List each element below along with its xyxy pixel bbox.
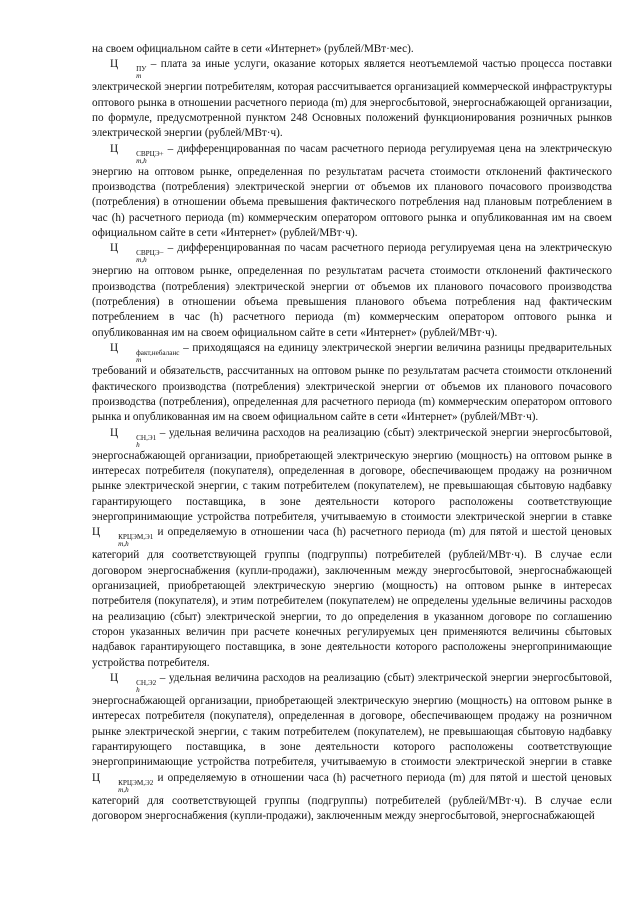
paragraph-text: на своем официальном сайте в сети «Интернет» (рублей/МВт·мес).: [92, 43, 414, 55]
paragraph-text: – плата за иные услуги, оказание которых является неотъемлемой частью процесса поставки электрической энергии потребителям, которая рассчитывается организацией коммерческой инфраструктуры оптового рынка в отношении расчетного периода (m) для энергосбытовой, энергоснабжающей организации, по формуле, предусмотренной пунктом 248 Основных положений функционирования розничных рынков электрической энергии (рублей/МВт·ч).: [92, 58, 612, 140]
paragraph-2: [92, 142, 612, 242]
inline-formula-symbol: Ц КРЦЭМ,Э1 m,h: [92, 526, 154, 549]
formula-symbol: Ц факт,небаланс m: [110, 342, 180, 365]
paragraph-6: [92, 671, 612, 824]
paragraph-text: – дифференцированная по часам расчетного периода регулируемая цена на электрическую энергию на оптовом рынке, определенная по результатам расчета стоимости отклонений фактического производства (потребления) электрической энергии от объемов их планового почасового производства (потребления) в отношении объема превышения планового объема потребления над фактическим потреблением в час (h) расчетного периода (m) коммерческим оператором оптового рынка и опубликованная им на своем официальном сайте в сети «Интернет» (рублей/МВт·ч).: [92, 242, 612, 339]
formula-symbol: Ц СВРЦЭ− m,h: [110, 242, 164, 265]
formula-symbol: Ц СН,Э1 h: [110, 426, 157, 449]
paragraph-text: и определяемую в отношении часа (h) расчетного периода (m) для пятой и шестой ценовых категорий для соответствующей группы (подгруппы) потребителей (рублей/МВт·ч). В случае если договором энергоснабжения (купли-продажи), заключенным между энергосбытовой, энергоснабжающей организацией, приобретающей электрическую энергию (мощность) на оптовом рынке в интересах потребителя (покупателя), и этим потребителем (покупателем) не определены удельные величины расходов на реализацию (сбыт) электрической энергии, то до определения в указанном договоре по соглашению сторон указанных величин при расчете конечных регулируемых цен применяются величины сбытовых надбавок гарантирующего поставщика, в зоне деятельности которого расположены энергопринимающие устройства потребителя.: [92, 526, 612, 669]
paragraph-5: [92, 426, 612, 671]
paragraph-text: – удельная величина расходов на реализацию (сбыт) электрической энергии энергосбытовой, энергоснабжающей организации, приобретающей электрическую энергию (мощность) на оптовом рынке в интересах потребителя (покупателя), определенная в договоре, обеспечивающем продажу на розничном рынке электрической энергии, с таким потребителем (покупателем), не превышающая сбытовую надбавку гарантирующего поставщика, в зоне деятельности которого расположены соответствующие энергопринимающие устройства потребителя, учитываемую в стоимости электрической энергии в ставке: [92, 426, 612, 523]
formula-symbol: Ц СВРЦЭ+ m,h: [110, 142, 164, 165]
paragraph-text: – дифференцированная по часам расчетного периода регулируемая цена на электрическую энергию на оптовом рынке, определенная по результатам расчета стоимости отклонений фактического производства (потребления) электрической энергии от объемов их планового почасового производства (потребления) в отношении объема превышения фактического потребления над плановым потреблением в час (h) расчетного периода (m) коммерческим оператором оптового рынка и опубликованная им на своем официальном сайте в сети «Интернет» (рублей/МВт·ч).: [92, 142, 612, 240]
paragraph-1: [92, 57, 612, 141]
formula-symbol: Ц ПУ m: [110, 58, 147, 81]
paragraph-text: и определяемую в отношении часа (h) расчетного периода (m) для пятой и шестой ценовых категорий для соответствующей группы (подгруппы) потребителей (рублей/МВт·ч). В случае если договором энергоснабжения (купли-продажи), заключенным между энергосбытовой, энергоснабжающей: [92, 771, 612, 823]
inline-formula-symbol: Ц КРЦЭМ,Э2 m,h: [92, 771, 154, 794]
paragraph-text: – приходящаяся на единицу электрической энергии величина разницы предварительных требований и обязательств, рассчитанных на оптовом рынке по результатам расчета стоимости отклонений фактического производства (потребления) электрической энергии от объемов их планового почасового производства (потребления), определенная для расчетного периода (m) коммерческим оператором оптового рынка и опубликованная им на своем официальном сайте в сети «Интернет» (рублей/МВт·ч).: [92, 342, 612, 424]
formula-symbol: Ц СН,Э2 h: [110, 672, 157, 694]
paragraph-3: [92, 241, 612, 341]
paragraph-0: [92, 42, 612, 57]
paragraph-4: [92, 341, 612, 425]
paragraph-text: – удельная величина расходов на реализацию (сбыт) электрической энергии энергосбытовой, энергоснабжающей организации, приобретающей электрическую энергию (мощность) на оптовом рынке в интересах потребителя (покупателя), определенная в договоре, обеспечивающем продажу на розничном рынке электрической энергии, с таким потребителем (покупателем), не превышающая сбытовую надбавку гарантирующего поставщика, в зоне деятельности которого расположены соответствующие энергопринимающие устройства потребителя, учитываемую в стоимости электрической энергии в ставке: [92, 672, 612, 769]
